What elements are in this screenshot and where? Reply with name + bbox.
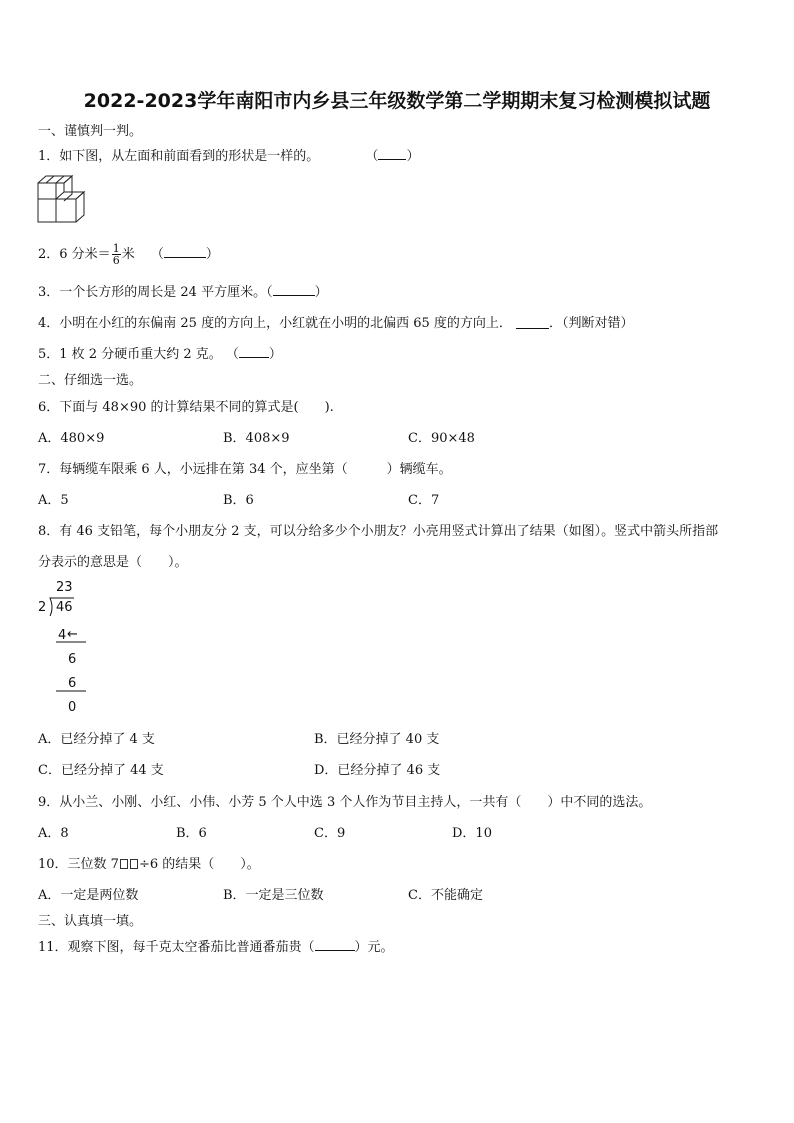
q7-option-b[interactable]: B．6: [223, 493, 254, 508]
q6-option-b[interactable]: B．408×9: [223, 431, 290, 446]
answer-blank[interactable]: [378, 147, 406, 160]
fraction-one-sixth: $\frac{1}{6}$: [112, 242, 120, 267]
q8-option-a[interactable]: A．已经分掉了 4 支: [38, 732, 155, 747]
dividend: 46: [56, 600, 73, 615]
step-product-1: 4: [58, 628, 67, 643]
digit-box: [130, 859, 138, 869]
question-2: 2．6 分米＝ $\frac{1}{6}$ 米 （ ）: [38, 242, 219, 267]
answer-blank[interactable]: [315, 938, 355, 951]
section-heading-2: 二、仔细选一选。: [38, 373, 143, 388]
page-title: 2022-2023学年南阳市内乡县三年级数学第二学期期末复习检测模拟试题: [83, 90, 711, 112]
q7-option-c[interactable]: C．7: [408, 493, 440, 508]
answer-blank[interactable]: [516, 316, 549, 329]
section-heading-3: 三、认真填一填。: [38, 914, 143, 929]
question-8-line-2: 分表示的意思是（ ）。: [38, 555, 188, 570]
q9-option-d[interactable]: D．10: [452, 826, 492, 841]
q10-option-c[interactable]: C．不能确定: [408, 888, 483, 903]
question-7: 7．每辆缆车限乘 6 人，小远排在第 34 个，应坐第（ ）辆缆车。: [38, 462, 452, 477]
q9-option-a[interactable]: A．8: [38, 826, 69, 841]
q7-option-a[interactable]: A．5: [38, 493, 69, 508]
step-remainder-1: 6: [68, 652, 77, 667]
final-remainder: 0: [68, 700, 77, 715]
quotient: 23: [56, 580, 73, 595]
section-heading-1: 一、谨慎判一判。: [38, 124, 143, 139]
question-6: 6．下面与 48×90 的计算结果不同的算式是( ).: [38, 400, 334, 415]
q9-option-b[interactable]: B．6: [176, 826, 207, 841]
answer-blank[interactable]: [239, 345, 269, 358]
question-10: 10．三位数 7 ÷6 的结果（ ）。: [38, 857, 260, 872]
digit-box: [120, 859, 128, 869]
step-product-2: 6: [68, 676, 77, 691]
question-9: 9．从小兰、小刚、小红、小伟、小芳 5 个人中选 3 个人作为节目主持人，一共有（ ）中不同的选法。: [38, 795, 652, 810]
question-1-text: 1．如下图，从左面和前面看到的形状是一样的。: [38, 149, 320, 164]
q8-option-c[interactable]: C．已经分掉了 44 支: [38, 763, 164, 778]
q6-option-c[interactable]: C．90×48: [408, 431, 475, 446]
answer-blank[interactable]: [273, 283, 315, 296]
question-8-line-1: 8．有 46 支铅笔，每个小朋友分 2 支，可以分给多少个小朋友？小亮用竖式计算出了结果（如图）。竖式中箭头所指部: [38, 524, 719, 539]
q6-option-a[interactable]: A．480×9: [38, 431, 105, 446]
answer-blank[interactable]: [164, 245, 206, 258]
question-3: 3．一个长方形的周长是 24 平方厘米。（ ）: [38, 285, 328, 300]
q8-option-b[interactable]: B．已经分掉了 40 支: [314, 732, 440, 747]
q10-option-b[interactable]: B．一定是三位数: [223, 888, 324, 903]
division-bracket: [36, 578, 96, 718]
question-1: 1．如下图，从左面和前面看到的形状是一样的。 （ ）: [38, 149, 420, 164]
long-division-figure: [36, 578, 96, 718]
cube-stack-figure: [36, 173, 88, 225]
q9-option-c[interactable]: C．9: [314, 826, 346, 841]
divisor: 2: [38, 600, 47, 615]
question-11: 11．观察下图，每千克太空番茄比普通番茄贵（ ）元。: [38, 940, 394, 955]
question-5: 5．1 枚 2 分硬币重大约 2 克。 （ ）: [38, 347, 282, 362]
q8-option-d[interactable]: D．已经分掉了 46 支: [314, 763, 441, 778]
q10-option-a[interactable]: A．一定是两位数: [38, 888, 139, 903]
question-4: 4．小明在小红的东偏南 25 度的方向上，小红就在小明的北偏西 65 度的方向上． ．（判断对错）: [38, 316, 634, 331]
arrow-icon: ←: [67, 627, 78, 642]
